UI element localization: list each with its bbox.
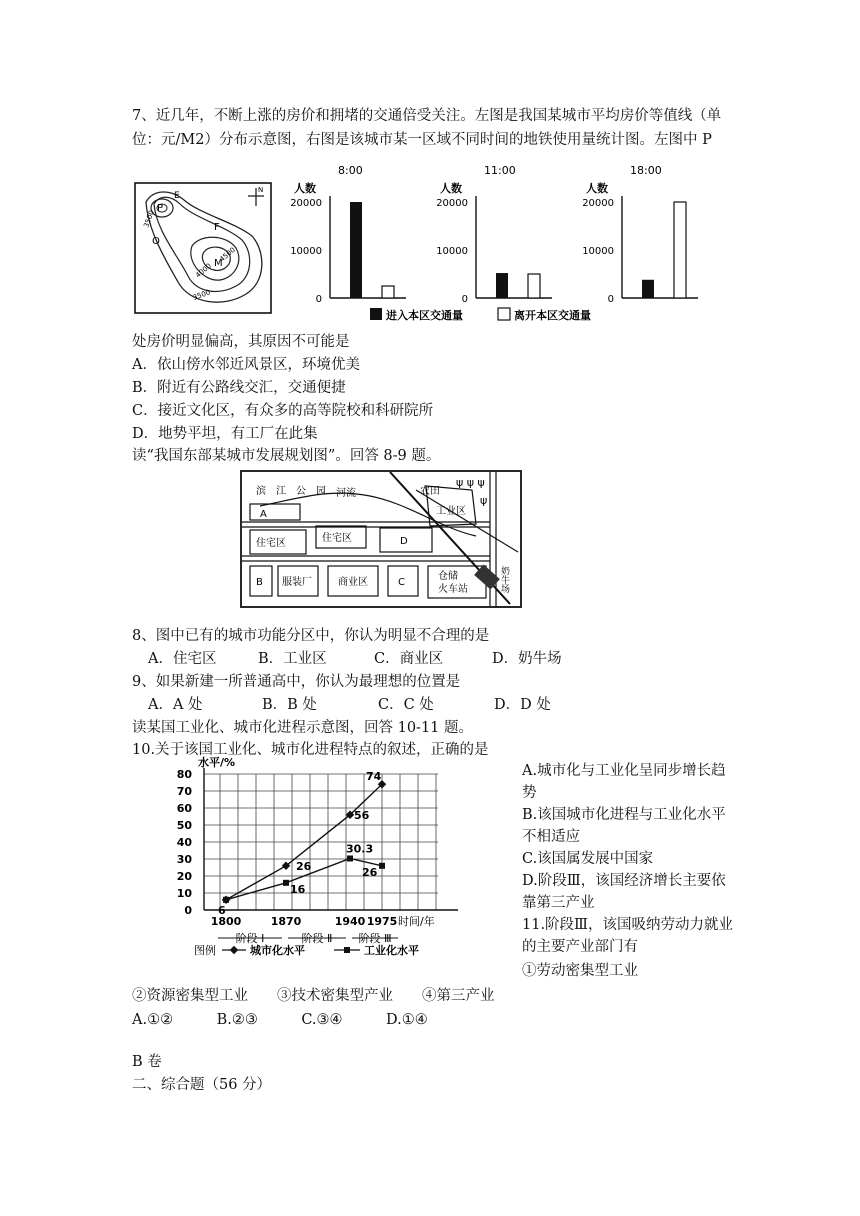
chart-y-axis-title: 人数 [440,182,462,195]
y-tick-label: 70 [176,785,192,798]
industrialization-point [347,855,353,861]
y-tick-label: 80 [176,768,192,781]
chart-y-tick-label: 10000 [290,246,322,257]
y-tick-label: 30 [176,853,192,866]
q10-option-a: A.城市化与工业化呈同步增长趋势 [522,763,726,801]
label-garment: 服装厂 [282,577,312,588]
x-axis-title: 时间/年 [398,915,435,928]
y-tick-label: 40 [176,836,192,849]
bar-in [496,273,508,298]
q7-stem-line3: 处房价明显偏高，其原因不可能是 [132,334,350,350]
q8-stem: 8、图中已有的城市功能分区中，你认为明显不合理的是 [132,628,490,644]
bar-in [350,202,362,298]
industrialization-chart-svg [164,756,484,958]
industrialization-point [223,897,229,903]
legend-industrialization-label: 工业化水平 [364,944,419,957]
chart-y-tick-label: 10000 [436,246,468,257]
x-tick-label: 1800 [210,915,242,928]
q10-option-b: B.该国城市化进程与工业化水平不相适应 [522,807,726,845]
label-warehouse: 仓储 [438,571,458,582]
q10-stem: 10.关于该国工业化、城市化进程特点的叙述，正确的是 [132,742,489,758]
chart-y-axis-title: 人数 [586,182,608,195]
legend-urbanization-marker [230,946,238,954]
label-C: C [398,577,405,588]
bar-out [674,202,686,298]
q8-option-a: A．住宅区 [148,651,217,667]
legend-in-label: 进入本区交通量 [386,309,463,322]
bar-out [528,274,540,298]
section-2-title: 二、综合题（56 分） [132,1077,272,1093]
label-B: B [256,577,263,588]
chart-y-tick-label: 20000 [582,198,614,209]
contour-value-label: 4500 [218,245,237,264]
contour-value-label: 3500 [191,288,212,302]
farmland-icon: ψ [480,494,488,507]
industrialization-point [379,863,385,869]
data-label: 30.3 [346,842,374,856]
city-plan-figure [240,470,522,608]
chart-time-label: 11:00 [484,164,516,177]
label-A: A [260,509,267,520]
stage-label: 阶段 Ⅰ [235,932,265,945]
label-railway-station: 火车站 [438,584,468,595]
q9-option-c: C．C 处 [378,697,434,713]
q7-option-a: A．依山傍水邻近风景区，环境优美 [132,357,360,373]
map-label-F: F [214,222,220,233]
legend-out-label: 离开本区交通量 [514,309,591,322]
chart-y-tick-label: 10000 [582,246,614,257]
q9-stem: 9、如果新建一所普通高中，你认为最理想的位置是 [132,674,461,690]
q7-stem-line2: 位：元/M2）分布示意图，右图是该城市某一区域不同时间的地铁使用量统计图。左图中 P [132,132,712,148]
y-tick-label: 10 [176,887,192,900]
q7-option-c: C．接近文化区，有众多的高等院校和科研院所 [132,403,434,419]
industrialization-chart [164,756,484,958]
chart-time-label: 8:00 [338,164,363,177]
map-label-N: N [258,186,264,194]
intro-10-11: 读某国工业化、城市化进程示意图，回答 10-11 题。 [132,720,474,736]
label-residential2: 住宅区 [322,533,352,544]
x-tick-label: 1870 [270,915,302,928]
map-label-P: P [157,203,164,214]
q11-choices: A.①② B.②③ C.③④ D.①④ [132,1012,428,1028]
chart-y-tick-label: 0 [461,294,468,305]
q8-option-d: D．奶牛场 [492,651,562,667]
label-D: D [400,536,408,547]
q11-stem: 11.阶段Ⅲ，该国吸纳劳动力就业的主要产业部门有 [522,917,734,955]
y-tick-label: 60 [176,802,192,815]
y-axis-title: 水平/% [198,756,236,769]
data-label: 26 [362,865,378,879]
legend-prefix: 图例 [194,944,216,957]
y-tick-label: 50 [176,819,192,832]
map-label-E: E [174,191,180,201]
x-tick-label: 1940 [334,915,366,928]
contour-map-svg [134,182,272,314]
q7-option-b: B．附近有公路线交汇，交通便捷 [132,380,346,396]
map-label-O: O [152,236,160,247]
contour-value-label: 3500 [142,209,156,229]
data-label: 26 [296,859,312,873]
bar-out [382,286,394,298]
y-tick-label: 20 [176,870,192,883]
label-farmland: 农田 [420,486,440,497]
chart-y-tick-label: 0 [315,294,322,305]
map-label-M: M [214,258,223,269]
q11-item-1: ①劳动密集型工业 [522,963,638,979]
stage-label: 阶段 Ⅲ [358,932,392,945]
metro-charts-figure [286,160,706,330]
data-label: 74 [366,770,382,784]
label-dairy: 奶牛场 [499,566,509,593]
y-tick-label: 0 [184,904,192,917]
industrialization-point [283,880,289,886]
chart-y-tick-label: 20000 [436,198,468,209]
city-plan-svg [240,470,522,608]
x-tick-label: 1975 [366,915,398,928]
contour-value-label: 4000 [194,261,213,280]
label-river: 河流 [336,488,356,499]
data-label: 56 [354,808,370,822]
chart-y-tick-label: 0 [607,294,614,305]
label-residential1: 住宅区 [256,538,286,549]
chart-time-label: 18:00 [630,164,662,177]
q9-option-a: A．A 处 [148,697,203,713]
label-park: 滨 江 公 园 [256,486,326,497]
data-label: 6 [218,903,226,917]
q9-option-b: B．B 处 [262,697,317,713]
q9-option-d: D．D 处 [494,697,551,713]
q10-option-c: C.该国属发展中国家 [522,851,654,867]
bar-in [642,280,654,298]
q8-option-c: C．商业区 [374,651,444,667]
section-b-title: B 卷 [132,1054,162,1070]
q10-option-d: D.阶段Ⅲ，该国经济增长主要依靠第三产业 [522,873,726,911]
legend-urbanization-label: 城市化水平 [250,944,305,957]
metro-charts-svg [286,160,706,330]
q7-stem-line1: 7、近几年，不断上涨的房价和拥堵的交通倍受关注。左图是我国某城市平均房价等值线（单 [132,108,722,124]
data-label: 16 [290,882,306,896]
label-industrial: 工业区 [436,506,466,517]
legend-out-swatch [498,308,510,320]
q8-option-b: B．工业区 [258,651,327,667]
legend-industrialization-marker [344,947,350,953]
chart-y-tick-label: 20000 [290,198,322,209]
farmland-icon: ψ ψ ψ [456,476,485,489]
chart-y-axis-title: 人数 [294,182,316,195]
contour-map-figure [134,182,272,314]
q7-option-d: D．地势平坦，有工厂在此集 [132,426,318,442]
intro-8-9: 读“我国东部某城市发展规划图”。回答 8-9 题。 [132,448,441,464]
q11-items-rest: ②资源密集型工业 ③技术密集型产业 ④第三产业 [132,988,495,1004]
stage-label: 阶段 Ⅱ [301,932,333,945]
label-commercial: 商业区 [338,577,368,588]
legend-in-swatch [370,308,382,320]
